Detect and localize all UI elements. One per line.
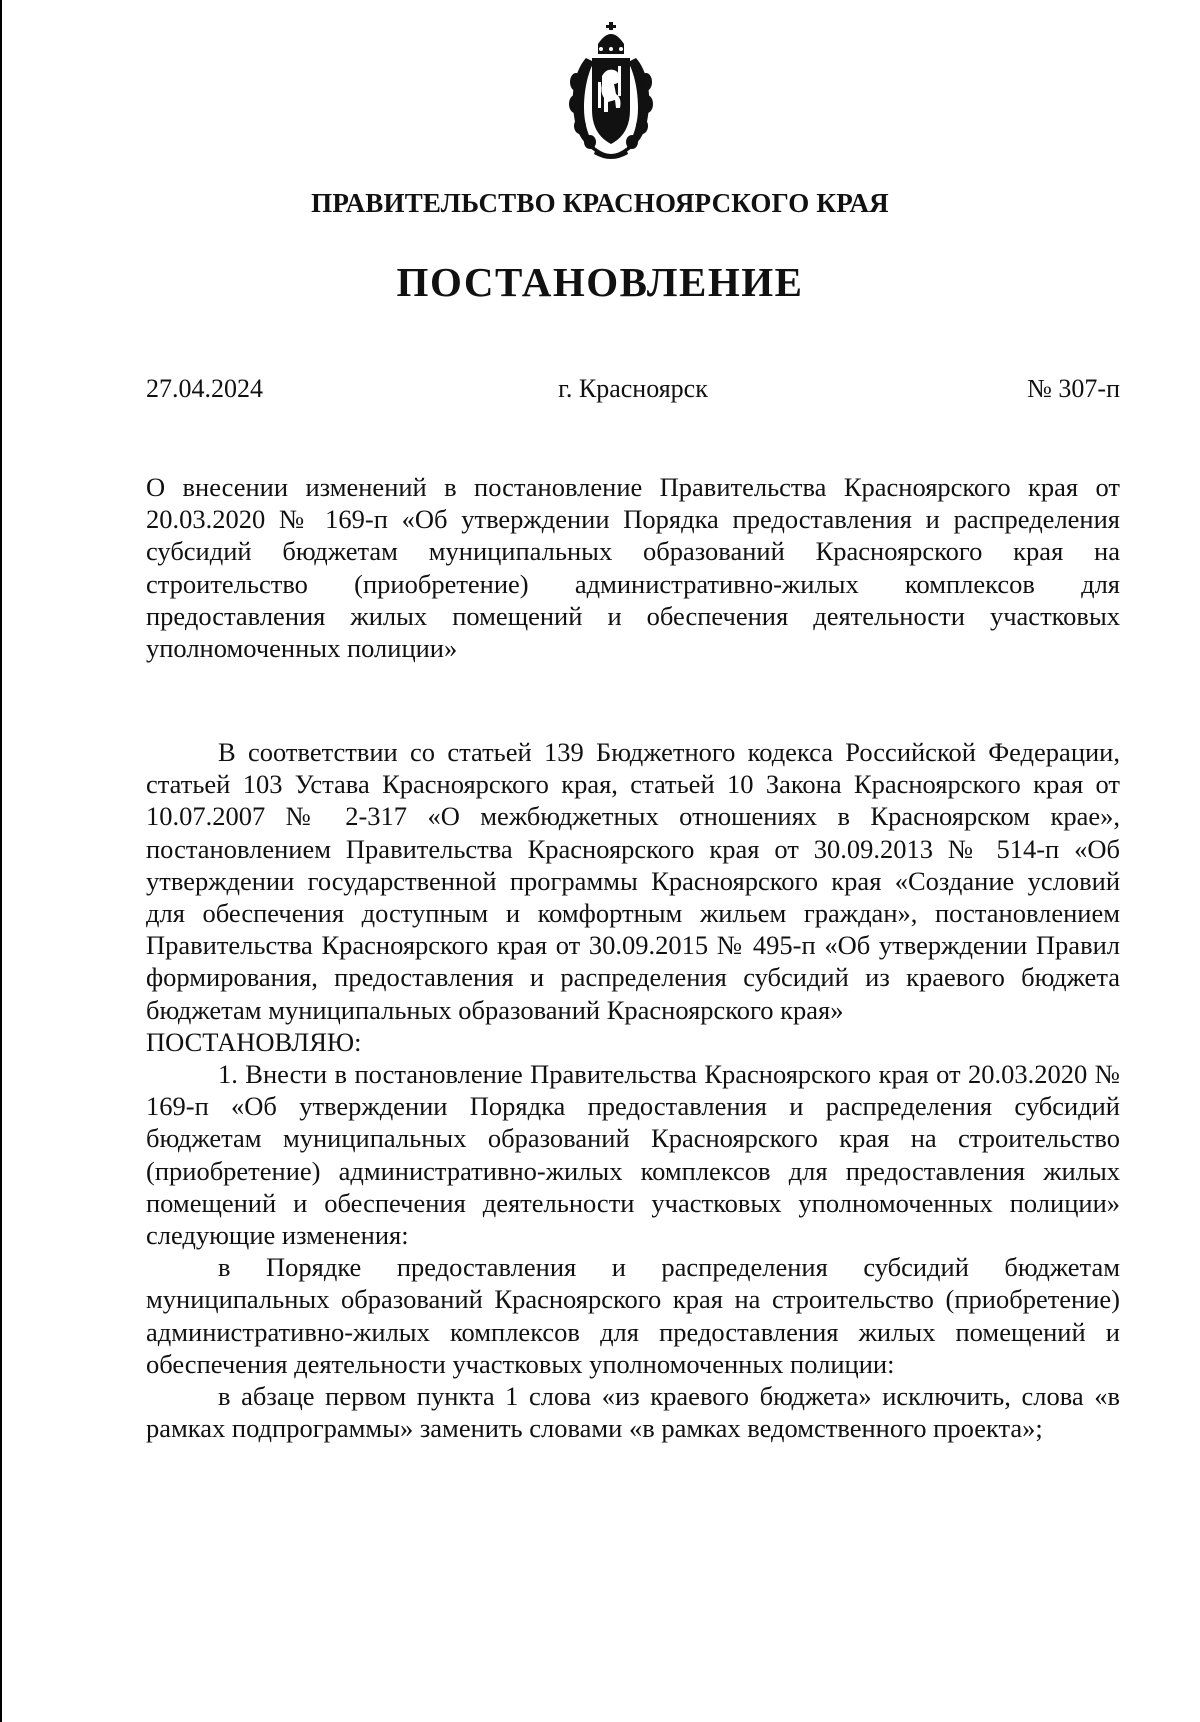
item-1-paragraph: 1. Внести в постановление Правительства Красноярского края от 20.03.2020 № 169-п «Об утверждении Порядка предоставления и распределения субсидий бюджетам муниципальных образований Красноярского края на строительство (приобретение) административно-жилых комплексов для предоставления жилых помещений и обеспечения деятельности участковых уполномоченных полиции» следующие изменения: <box>146 1059 1120 1251</box>
item-1-subparagraph: в Порядке предоставления и распределения субсидий бюджетам муниципальных образований Красноярского края на строительство (приобретение) административно-жилых комплексов для предоставления жилых помещений и обеспечения деятельности участковых уполномоченных полиции: <box>146 1252 1120 1379</box>
organization-title: ПРАВИТЕЛЬСТВО КРАСНОЯРСКОГО КРАЯ <box>311 188 889 218</box>
coat-of-arms-icon <box>568 22 654 162</box>
document-type-title: ПОСТАНОВЛЕНИЕ <box>396 259 804 305</box>
document-body <box>146 736 1120 1444</box>
document-meta-row <box>146 374 1120 408</box>
resolve-statement: ПОСТАНОВЛЯЮ: <box>146 1026 362 1057</box>
document-number: № 307-п <box>1027 374 1120 403</box>
item-1-change-paragraph: в абзаце первом пункта 1 слова «из краевого бюджета» исключить, слова «в рамках подпрограммы» заменить словами «в рамках ведомственного проекта»; <box>146 1381 1120 1444</box>
document-date: 27.04.2024 <box>146 374 263 403</box>
document-city: г. Красноярск <box>558 374 708 403</box>
preamble-paragraph: В соответствии со статьей 139 Бюджетного кодекса Российской Федерации, статьей 103 Устава Красноярского края, статьей 10 Закона Красноярского края от 10.07.2007 № 2-317 «О межбюджетных отношениях в Красноярском крае», постановлением Правительства Красноярского края от 30.09.2013 № 514-п «Об утверждении государственной программы Красноярского края «Создание условий для обеспечения доступным и комфортным жильем граждан», постановлением Правительства Красноярского края от 30.09.2015 № 495-п «Об утверждении Правил формирования, предоставления и распределения субсидий из краевого бюджета бюджетам муниципальных образований Красноярского края» <box>146 737 1120 1025</box>
document-subject: О внесении изменений в постановление Правительства Красноярского края от 20.03.2020 № 169-п «Об утверждении Порядка предоставления и распределения субсидий бюджетам муниципальных образований Красноярского края на строительство (приобретение) административно-жилых комплексов для предоставления жилых помещений и обеспечения деятельности участковых уполномоченных полиции» <box>146 472 1120 664</box>
